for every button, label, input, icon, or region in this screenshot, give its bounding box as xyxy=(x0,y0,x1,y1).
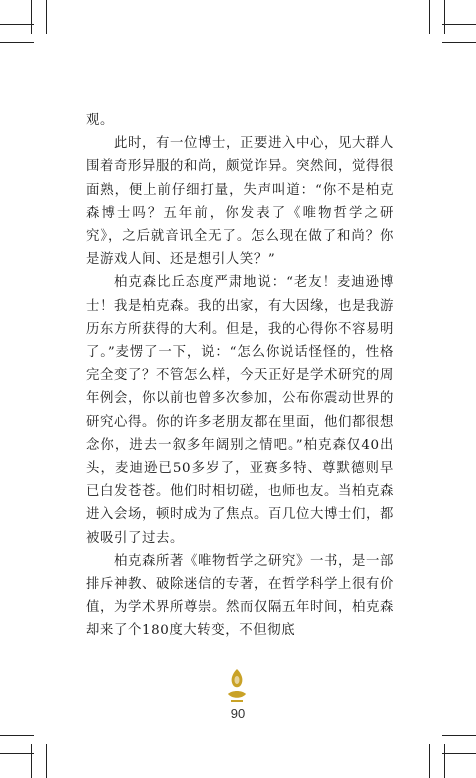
page-number: 90 xyxy=(230,706,246,721)
body-text xyxy=(86,109,394,643)
paragraph-4: 柏克森所著《唯物哲学之研究》一书，是一部排斥神教、破除迷信的专著，在哲学科学上很有价值，为学术界所尊崇。然而仅隔五年时间，柏克森却来了个180度大转变，不但彻底 xyxy=(86,553,394,639)
paragraph-2: 此时，有一位博士，正要进入中心，见大群人围着奇形异服的和尚，颇觉诈异。突然间，觉得很面熟，便上前仔细打量，失声叫道：“你不是柏克森博士吗？五年前，你发表了《唯物哲学之研究》，之后就音讯全无了。怎么现在做了和尚？你是游戏人间、还是想引人笑？” xyxy=(86,136,394,268)
paragraph-1: 观。 xyxy=(86,113,114,128)
paragraph-3: 柏克森比丘态度严肃地说：“老友！麦迪逊博士！我是柏克森。我的出家，有大因缘，也是我游历东方所获得的大利。但是，我的心得你不容易明了。”麦愣了一下，说：“怎么你说话怪怪的，性格完全变了？不管怎么样，今天正好是学术研究的周年例会，你以前也曾多次参加，公布你震动世界的研究心得。你的许多老朋友都在里面，他们都很想念你，进去一叙多年阔别之情吧。”柏克森仅40出头，麦迪逊已50多岁了，亚赛多特、尊默德则早已白发苍苍。他们时相切磋，也师也友。当柏克森进入会场，顿时成为了焦点。百几位大博士们，都被吸引了过去。 xyxy=(86,275,394,546)
ornament-icon xyxy=(225,668,249,704)
